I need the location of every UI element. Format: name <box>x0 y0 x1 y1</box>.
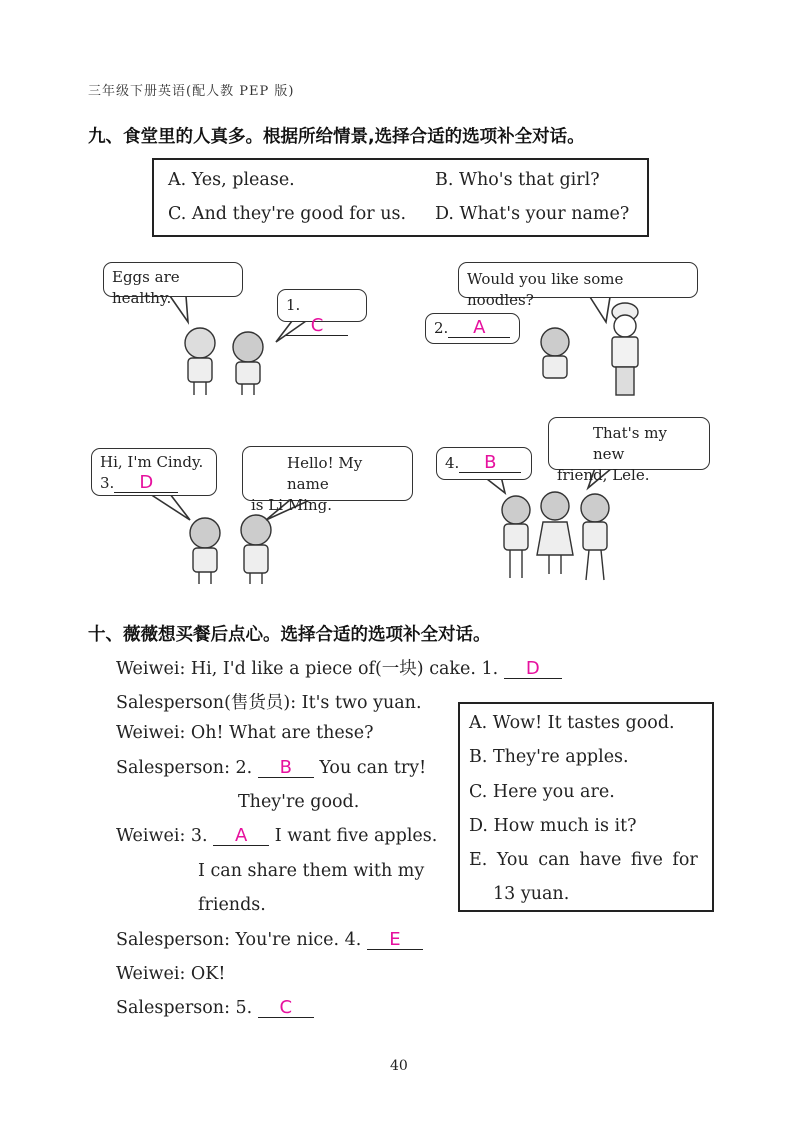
dialogue-line-5: They're good. <box>238 792 360 812</box>
answer-blank-s10-5[interactable]: C <box>258 999 314 1018</box>
bubble-text: Hi, I'm Cindy. <box>100 453 204 471</box>
three-kids-illustration <box>502 492 609 580</box>
section-10-options-box <box>458 702 714 912</box>
option-b: B. Who's that girl? <box>435 170 600 190</box>
question-number: 3. <box>100 474 115 492</box>
child-illustration <box>541 328 569 378</box>
option-e-continued: 13 yuan. <box>493 884 570 904</box>
dialogue-line-9 <box>116 930 423 950</box>
question-number: 2. <box>434 319 449 337</box>
dialogue-line-2: Salesperson(售货员): It's two yuan. <box>116 693 422 713</box>
li-ming-illustration <box>241 515 271 584</box>
dialogue-line-7: I can share them with my <box>198 861 425 881</box>
dialogue-text: Salesperson: 5. <box>116 998 253 1018</box>
chef-illustration <box>612 303 638 395</box>
question-number: 1. <box>286 296 301 314</box>
bubble-answer-2 <box>425 313 520 344</box>
bubble-answer-4 <box>436 447 532 480</box>
cindy-illustration <box>190 518 220 584</box>
dialogue-line-1 <box>116 655 562 680</box>
book-header: 三年级下册英语(配人教 PEP 版) <box>88 84 295 99</box>
option-b: B. They're apples. <box>469 747 629 767</box>
bubble-answer-1 <box>277 289 367 336</box>
bubble-text: friend, Lele. <box>557 466 650 484</box>
answer-blank-s10-4[interactable]: E <box>367 931 423 950</box>
dialogue-text: You can try! <box>319 758 427 778</box>
option-c: C. Here you are. <box>469 782 615 802</box>
girl-illustration <box>233 332 263 395</box>
answer-blank-2[interactable]: A <box>448 319 510 338</box>
dialogue-text: Weiwei: 3. <box>116 826 208 846</box>
bubble-noodles <box>458 262 698 309</box>
dialogue-line-8: friends. <box>198 895 266 915</box>
option-a: A. Wow! It tastes good. <box>469 713 675 733</box>
answer-blank-1[interactable]: C <box>286 317 348 336</box>
dialogue-text: Salesperson: 2. <box>116 758 253 778</box>
question-number: 4. <box>445 454 460 472</box>
bubble-text: That's my new <box>593 424 667 463</box>
answer-blank-s10-3[interactable]: A <box>213 827 269 846</box>
option-c: C. And they're good for us. <box>168 204 407 224</box>
bubble-text: Would you like some noodles? <box>467 270 624 309</box>
dialogue-line-6 <box>116 826 437 846</box>
option-d: D. What's your name? <box>435 204 630 224</box>
dialogue-line-3: Weiwei: Oh! What are these? <box>116 723 374 743</box>
bubble-eggs-healthy <box>103 262 243 307</box>
dialogue-line-4 <box>116 758 426 778</box>
bubble-text: Hello! My name <box>287 454 363 493</box>
section-10-title: 十、薇薇想买餐后点心。选择合适的选项补全对话。 <box>88 625 491 645</box>
answer-blank-3[interactable]: D <box>114 474 178 493</box>
option-d: D. How much is it? <box>469 816 637 836</box>
page-number: 40 <box>390 1058 408 1074</box>
dialogue-line-11 <box>116 998 314 1018</box>
bubble-cindy <box>91 448 217 496</box>
answer-blank-s10-1[interactable]: D <box>504 660 562 679</box>
section-9-title: 九、食堂里的人真多。根据所给情景,选择合适的选项补全对话。 <box>88 127 585 147</box>
bubble-text: Eggs are healthy. <box>112 268 180 307</box>
answer-blank-4[interactable]: B <box>459 454 521 473</box>
option-e: E. You can have five for <box>469 850 698 870</box>
option-a: A. Yes, please. <box>168 170 295 190</box>
dialogue-line-10: Weiwei: OK! <box>116 964 226 984</box>
dialogue-text: Salesperson: You're nice. 4. <box>116 930 362 950</box>
dialogue-text: I want five apples. <box>274 826 438 846</box>
answer-blank-s10-2[interactable]: B <box>258 759 314 778</box>
bubble-new-friend <box>548 417 710 484</box>
dialogue-text: Weiwei: Hi, I'd like a piece of(一块) cake. 1. <box>116 659 499 679</box>
bubble-text: is Li Ming. <box>251 496 332 514</box>
bubble-li-ming <box>242 446 413 514</box>
boy-illustration <box>185 328 215 395</box>
